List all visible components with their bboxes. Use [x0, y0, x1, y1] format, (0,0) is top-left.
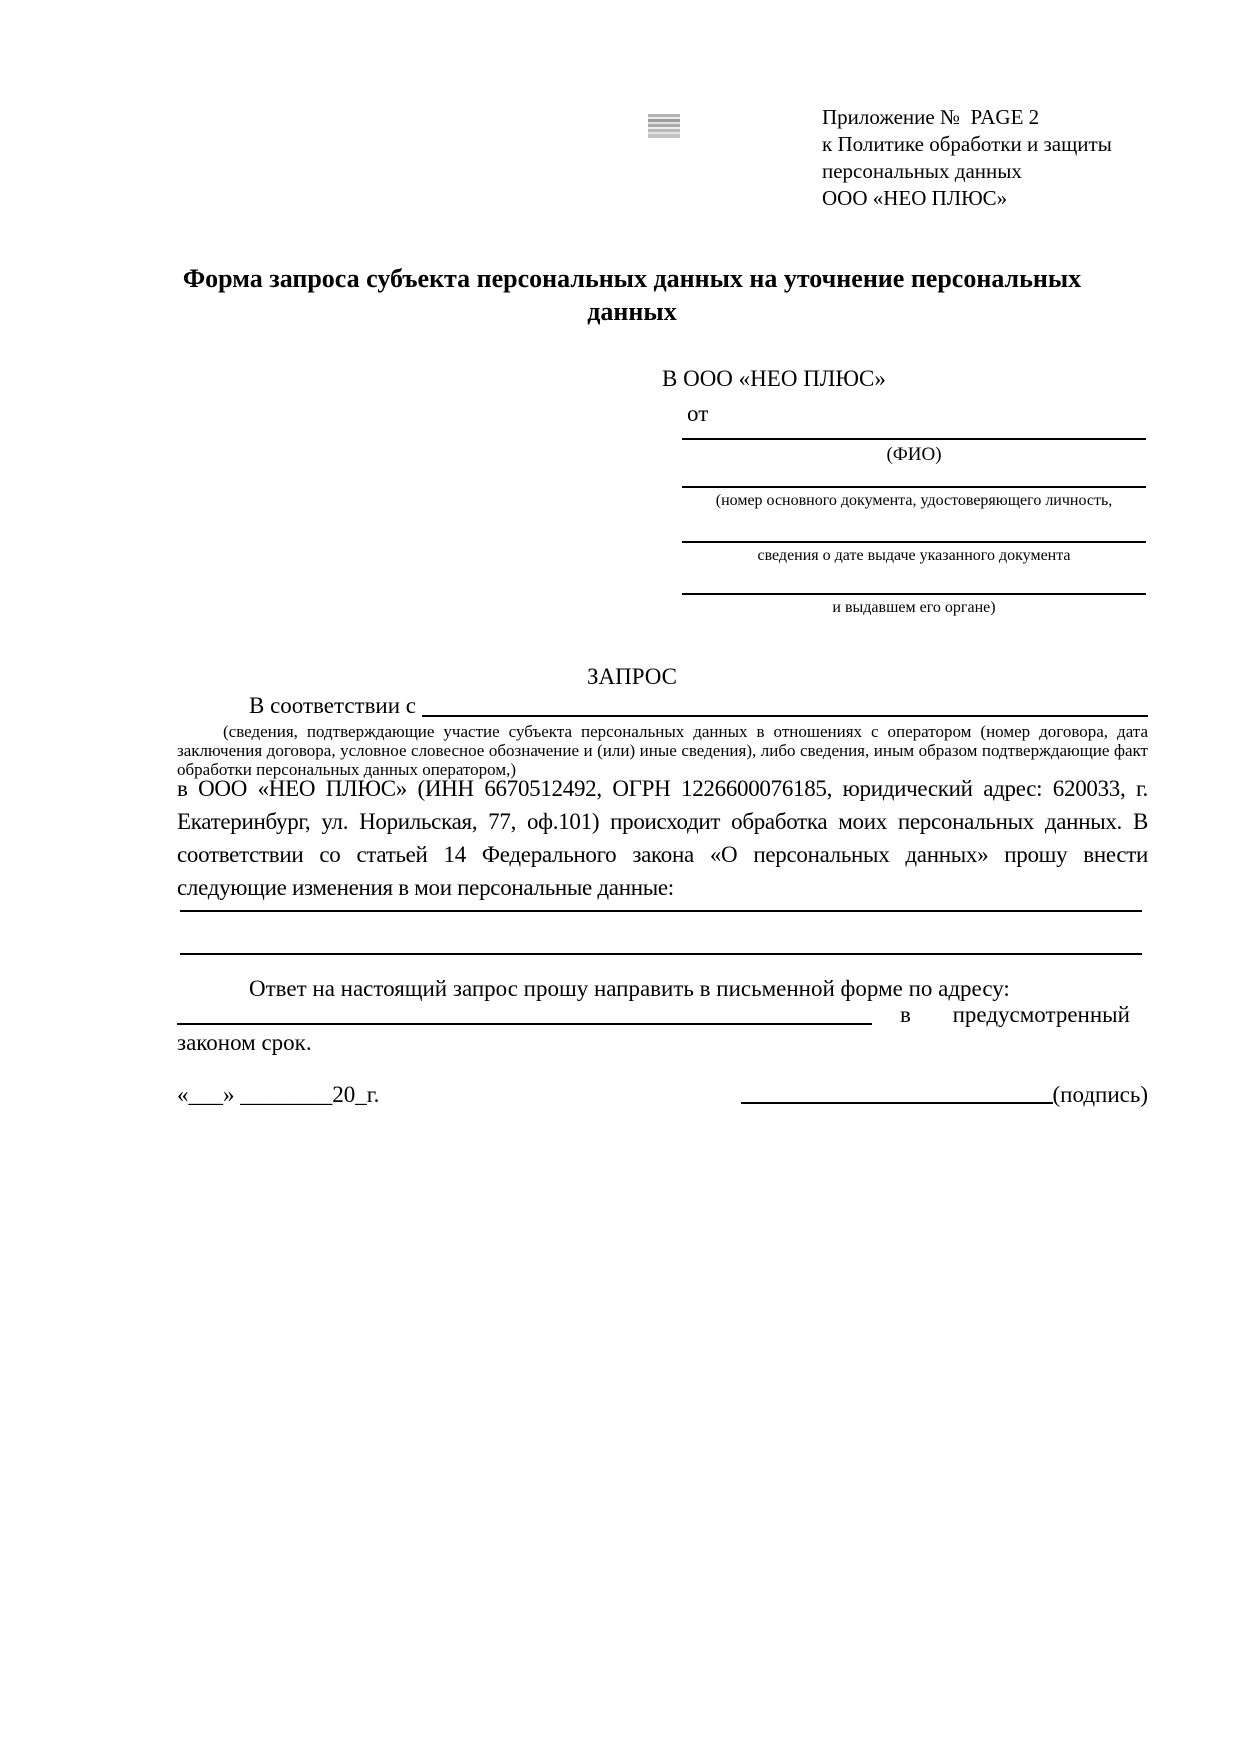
request-heading: ЗАПРОС	[586, 664, 678, 689]
appendix-header	[822, 104, 1162, 212]
reply-suffix: в предусмотренный	[900, 1002, 1130, 1027]
document-number-caption: (номер основного документа, удостоверяющего личность,	[715, 492, 1113, 509]
issue-date-caption: сведения о дате выдаче указанного документа	[757, 547, 1071, 564]
signature-blank-line[interactable]	[741, 1102, 1053, 1104]
document-number-blank-line[interactable]	[682, 486, 1146, 488]
appendix-header-line: персональных данных	[822, 159, 1022, 183]
issue-date-blank-line[interactable]	[682, 541, 1146, 543]
appendix-header-line: Приложение № PAGE 2	[822, 105, 1040, 129]
request-body: в ООО «НЕО ПЛЮС» (ИНН 6670512492, ОГРН 1226600076185, юридический адрес: 620033, г. Екатеринбург, ул. Норильская, 77, оф.101) происходит обработка моих персональных данных. В соответствии со статьей 14 Федерального закона «О персональных данных» прошу внести следующие изменения в мои персональные данные:	[177, 776, 1148, 900]
basis-note: (сведения, подтверждающие участие субъекта персональных данных в отношениях с оператором (номер договора, дата заключения договора, условное словесное обозначение и (или) иные сведения), либо сведения, иным образом подтверждающие факт обработки персональных данных оператором,)	[177, 722, 1148, 779]
address-blank-line[interactable]	[177, 1023, 872, 1025]
changes-blank-line-1[interactable]	[180, 910, 1142, 912]
from-label: от	[687, 401, 709, 426]
issuing-authority-caption: и выдавшем его органе)	[832, 599, 996, 616]
addressee-company: В ООО «НЕО ПЛЮС»	[662, 366, 886, 391]
field-code-artifact-icon	[648, 114, 680, 138]
signature-block	[741, 1082, 1148, 1108]
changes-blank-line-2[interactable]	[180, 953, 1142, 955]
fio-blank-line[interactable]	[682, 438, 1146, 440]
reply-address-row	[177, 1002, 1148, 1028]
reply-tail: законом срок.	[177, 1030, 312, 1055]
date-signature-row	[177, 1082, 1148, 1108]
document-title: Форма запроса субъекта персональных данных на уточнение персональных данных	[182, 264, 1082, 326]
intro-label: В соответствии с	[249, 693, 417, 718]
appendix-header-line: ООО «НЕО ПЛЮС»	[822, 186, 1008, 210]
signature-caption: (подпись)	[1052, 1082, 1148, 1107]
issuing-authority-blank-line[interactable]	[682, 593, 1146, 595]
appendix-header-line: к Политике обработки и защиты	[822, 132, 1112, 156]
fio-caption: (ФИО)	[886, 444, 942, 465]
reply-sentence: Ответ на настоящий запрос прошу направить в письменной форме по адресу:	[249, 976, 1010, 1001]
date-blank[interactable]: «___» ________20_г.	[177, 1082, 380, 1107]
request-intro-row	[177, 692, 1148, 720]
basis-blank-line[interactable]	[422, 715, 1148, 717]
